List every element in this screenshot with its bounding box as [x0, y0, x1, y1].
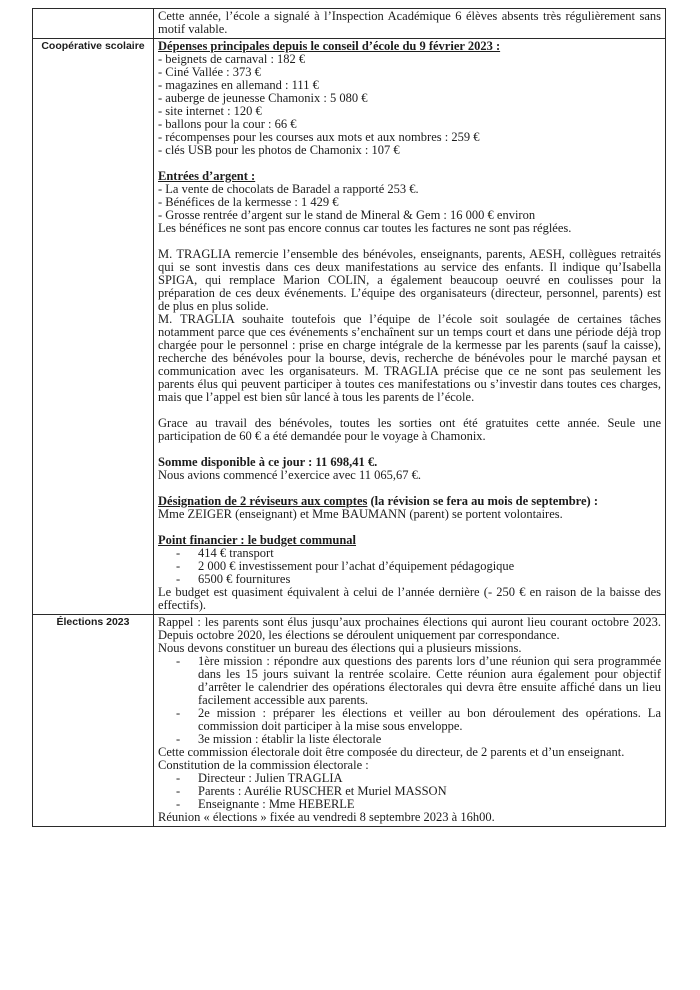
depenses-list: [158, 53, 661, 157]
budget-item: - 2 000 € investissement pour l’achat d’équipement pédagogique: [158, 560, 661, 573]
intro-label-cell: [33, 9, 154, 39]
elections-label: Élections 2023: [33, 615, 154, 827]
member-item: - Directeur : Julien TRAGLIA: [158, 772, 661, 785]
budget-note: Le budget est quasiment équivalent à celui de l’année dernière (- 250 € en raison de la baisse des effectifs).: [158, 585, 661, 612]
intro-row: [33, 9, 666, 39]
member-item: - Enseignante : Mme HEBERLE: [158, 798, 661, 811]
depense-item: - magazines en allemand : 111 €: [158, 78, 319, 92]
souhaite-paragraph: M. TRAGLIA souhaite toutefois que l’équipe de l’école soit soulagée de certaines tâches notamment parce que ces événements s’enchaînent sur un temps court et dans une période déjà trop chargée pour le personnel : prise en charge intégrale de la kermesse par les parents (sauf la caisse), recherche des bénévoles pour la bourse, devis, recherche de bénévoles pour le marché paysan et communication avec les organisateurs. M. TRAGLIA précise que ce ne sont pas seulement les parents élus qui peuvent participer à toutes ces manifestations ou s’investir dans toutes ces charges, mais que l’appel est bien sûr lancé à tous les parents de l’école.: [158, 312, 661, 404]
depenses-heading: Dépenses principales depuis le conseil d’école du 9 février 2023 :: [158, 39, 501, 53]
remercie-paragraph: M. TRAGLIA remercie l’ensemble des bénévoles, enseignants, parents, AESH, collègues retraités qui se sont investis dans ces deux manifestations au service des enfants. Il indique qu’Isabella SPIGA, qui remplace Marion COLIN, a également beaucoup oeuvré en coulisses pour la préparation de ces deux événements. L’équipe des organisateurs (directeur, personnel, parents) est de plus en plus solide.: [158, 247, 661, 313]
entrees-heading: Entrées d’argent :: [158, 169, 256, 183]
reunion-paragraph: Réunion « élections » fixée au vendredi 8 septembre 2023 à 16h00.: [158, 810, 495, 824]
depense-item: - récompenses pour les courses aux mots et aux nombres : 259 €: [158, 130, 480, 144]
elections-body: [154, 615, 666, 827]
members-list: [158, 772, 661, 811]
depense-item: - auberge de jeunesse Chamonix : 5 080 €: [158, 91, 368, 105]
somme-disponible: Somme disponible à ce jour : 11 698,41 €.: [158, 455, 378, 469]
depense-item: - Ciné Vallée : 373 €: [158, 65, 261, 79]
minutes-table: [32, 8, 666, 827]
cooperative-body: [154, 39, 666, 615]
entree-item: - La vente de chocolats de Baradel a rapporté 253 €.: [158, 182, 419, 196]
entrees-list: [158, 183, 661, 222]
bureau-paragraph: Nous devons constituer un bureau des élections qui a plusieurs missions.: [158, 641, 522, 655]
missions-list: [158, 655, 661, 746]
composition-paragraph: Cette commission électorale doit être composée du directeur, de 2 parents et d’un enseignant.: [158, 745, 625, 759]
grace-paragraph: Grace au travail des bénévoles, toutes les sorties ont été gratuites cette année. Seule une participation de 60 € a été demandée pour le voyage à Chamonix.: [158, 416, 661, 443]
somme-note: Nous avions commencé l’exercice avec 11 065,67 €.: [158, 468, 421, 482]
entree-item: - Bénéfices de la kermesse : 1 429 €: [158, 195, 339, 209]
mission-item: - 1ère mission : répondre aux questions des parents lors d’une réunion qui sera programmée dans les 15 jours suivant la rentrée scolaire. Cette réunion aura également pour objectif d’arrêter le calendrier des opérations électorales qui devra être ensuite affiché dans un lieu facilement accessible aux parents.: [158, 655, 661, 707]
cooperative-row: [33, 39, 666, 615]
budget-item: - 414 € transport: [158, 547, 661, 560]
cooperative-label: Coopérative scolaire: [33, 39, 154, 615]
depense-item: - beignets de carnaval : 182 €: [158, 52, 306, 66]
absence-paragraph: Cette année, l’école a signalé à l’Inspection Académique 6 élèves absents très régulièrement sans motif valable.: [158, 9, 661, 36]
budget-heading: Point financier : le budget communal: [158, 533, 357, 547]
reviseurs-title: Désignation de 2 réviseurs aux comptes: [158, 494, 368, 508]
reviseurs-suffix: (la révision se fera au mois de septembre) :: [367, 494, 599, 508]
constitution-heading: Constitution de la commission électorale :: [158, 758, 369, 772]
entree-item: - Grosse rentrée d’argent sur le stand de Mineral & Gem : 16 000 € environ: [158, 208, 536, 222]
benefices-note: Les bénéfices ne sont pas encore connus car toutes les factures ne sont pas réglées.: [158, 221, 572, 235]
elections-row: [33, 615, 666, 827]
depense-item: - site internet : 120 €: [158, 104, 262, 118]
intro-body-cell: [154, 9, 666, 39]
mission-item: - 3e mission : établir la liste électorale: [158, 733, 661, 746]
depense-item: - clés USB pour les photos de Chamonix : 107 €: [158, 143, 400, 157]
rappel-paragraph: Rappel : les parents sont élus jusqu’aux prochaines élections qui auront lieu courant octobre 2023. Depuis octobre 2020, les élections se déroulent uniquement par correspondance.: [158, 615, 661, 642]
budget-list: [158, 547, 661, 586]
budget-item: - 6500 € fournitures: [158, 573, 661, 586]
depense-item: - ballons pour la cour : 66 €: [158, 117, 297, 131]
reviseurs-note: Mme ZEIGER (enseignant) et Mme BAUMANN (parent) se portent volontaires.: [158, 507, 563, 521]
member-item: - Parents : Aurélie RUSCHER et Muriel MASSON: [158, 785, 661, 798]
mission-item: - 2e mission : préparer les élections et veiller au bon déroulement des opérations. La commission doit participer à la mise sous enveloppe.: [158, 707, 661, 733]
